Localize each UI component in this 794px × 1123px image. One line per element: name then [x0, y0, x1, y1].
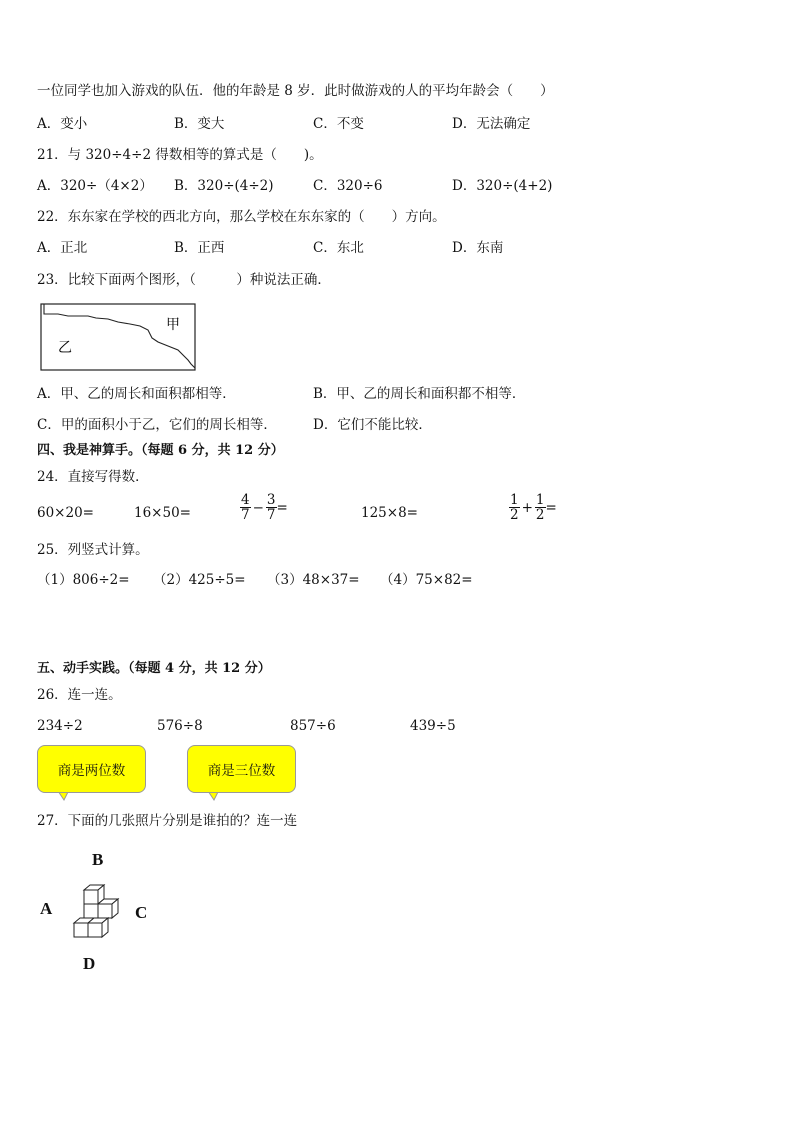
q24-e-den1: 2: [510, 507, 519, 523]
q25-item-2: （2）425÷5=: [153, 572, 246, 588]
q24-c-num1: 4: [241, 492, 250, 508]
q22-option-d: D．东南: [452, 240, 504, 256]
q27-text: 27．下面的几张照片分别是谁拍的？连一连: [37, 813, 298, 829]
q20-option-c: C．不变: [313, 116, 364, 132]
q27-cube-figure: [70, 884, 122, 940]
q21-option-a: A．320÷（4×2）: [37, 178, 153, 194]
q23-dividing-curve: [41, 304, 195, 368]
q24-e-eq: =: [545, 499, 557, 516]
q23-text: 23．比较下面两个图形，（ ）种说法正确．: [37, 272, 331, 288]
q21-option-d: D．320÷(4+2): [452, 178, 553, 194]
q24-text: 24．直接写得数．: [37, 469, 149, 485]
q24-e-frac2: [535, 493, 546, 522]
q24-e-num2: 1: [535, 492, 545, 508]
q24-e-op: +: [521, 499, 533, 516]
q24-c-frac2: [266, 493, 277, 522]
q25-text: 25．列竖式计算。: [37, 542, 149, 558]
q26-expr-3: 857÷6: [290, 718, 336, 734]
q26-expr-2: 576÷8: [157, 718, 203, 734]
q20-option-a: A．变小: [37, 116, 88, 132]
q27-letter-a: A: [40, 899, 53, 918]
q27-letter-b: B: [92, 850, 104, 869]
q24-c-frac1: [240, 493, 251, 522]
q24-c-op: −: [252, 499, 264, 516]
q26-expr-4: 439÷5: [410, 718, 456, 734]
q23-option-c: C．甲的面积小于乙，它们的周长相等．: [37, 417, 277, 433]
q23-label-yi: 乙: [58, 340, 72, 356]
section5-title: 五、动手实践。（每题 4 分，共 12 分）: [37, 661, 271, 676]
q27-letter-d: D: [83, 954, 96, 973]
q26-text: 26．连一连。: [37, 687, 122, 703]
q22-option-b: B．正西: [174, 240, 225, 256]
q24-item-b: 16×50=: [134, 505, 191, 521]
q24-item-d: 125×8=: [361, 505, 418, 521]
q23-option-a: A．甲、乙的周长和面积都相等．: [37, 386, 236, 402]
q22-option-a: A．正北: [37, 240, 88, 256]
q20-option-b: B．变大: [174, 116, 225, 132]
q24-c-den1: 7: [241, 507, 250, 523]
q24-e-num1: 1: [510, 492, 519, 508]
q21-option-c: C．320÷6: [313, 178, 383, 194]
q21-option-b: B．320÷(4÷2): [174, 178, 274, 194]
q24-e-frac1: [509, 493, 520, 522]
q24-c-num2: 3: [266, 492, 276, 508]
q23-figure-border: [41, 304, 195, 370]
q26-expr-1: 234÷2: [37, 718, 83, 734]
q26-bubble-three-digit: 商是三位数: [187, 745, 296, 793]
q24-item-e: [509, 493, 557, 522]
q24-c-eq: =: [276, 499, 288, 516]
q21-text: 21．与 320÷4÷2 得数相等的算式是（ )。: [37, 147, 323, 163]
q26-bubble-two-digit: 商是两位数: [37, 745, 146, 793]
q20-option-d: D．无法确定: [452, 116, 531, 132]
q25-item-1: （1）806÷2=: [37, 572, 130, 588]
q24-item-a: 60×20=: [37, 505, 94, 521]
q23-option-d: D．它们不能比较．: [313, 417, 432, 433]
q27-letter-c: C: [135, 903, 148, 922]
q23-option-b: B．甲、乙的周长和面积都不相等．: [313, 386, 526, 402]
q25-item-3: （3）48×37=: [267, 572, 360, 588]
q24-c-den2: 7: [266, 507, 276, 523]
q25-item-4: （4）75×82=: [380, 572, 473, 588]
section4-title: 四、我是神算手。（每题 6 分，共 12 分）: [37, 443, 284, 458]
q23-figure: [38, 302, 198, 372]
q22-text: 22．东东家在学校的西北方向，那么学校在东东家的（ ）方向。: [37, 209, 446, 225]
q20-text: 一位同学也加入游戏的队伍．他的年龄是 8 岁．此时做游戏的人的平均年龄会（ ）: [37, 83, 554, 99]
q23-label-jia: 甲: [166, 317, 180, 333]
q22-option-c: C．东北: [313, 240, 364, 256]
q24-e-den2: 2: [535, 507, 545, 523]
q24-item-c: [240, 493, 288, 522]
